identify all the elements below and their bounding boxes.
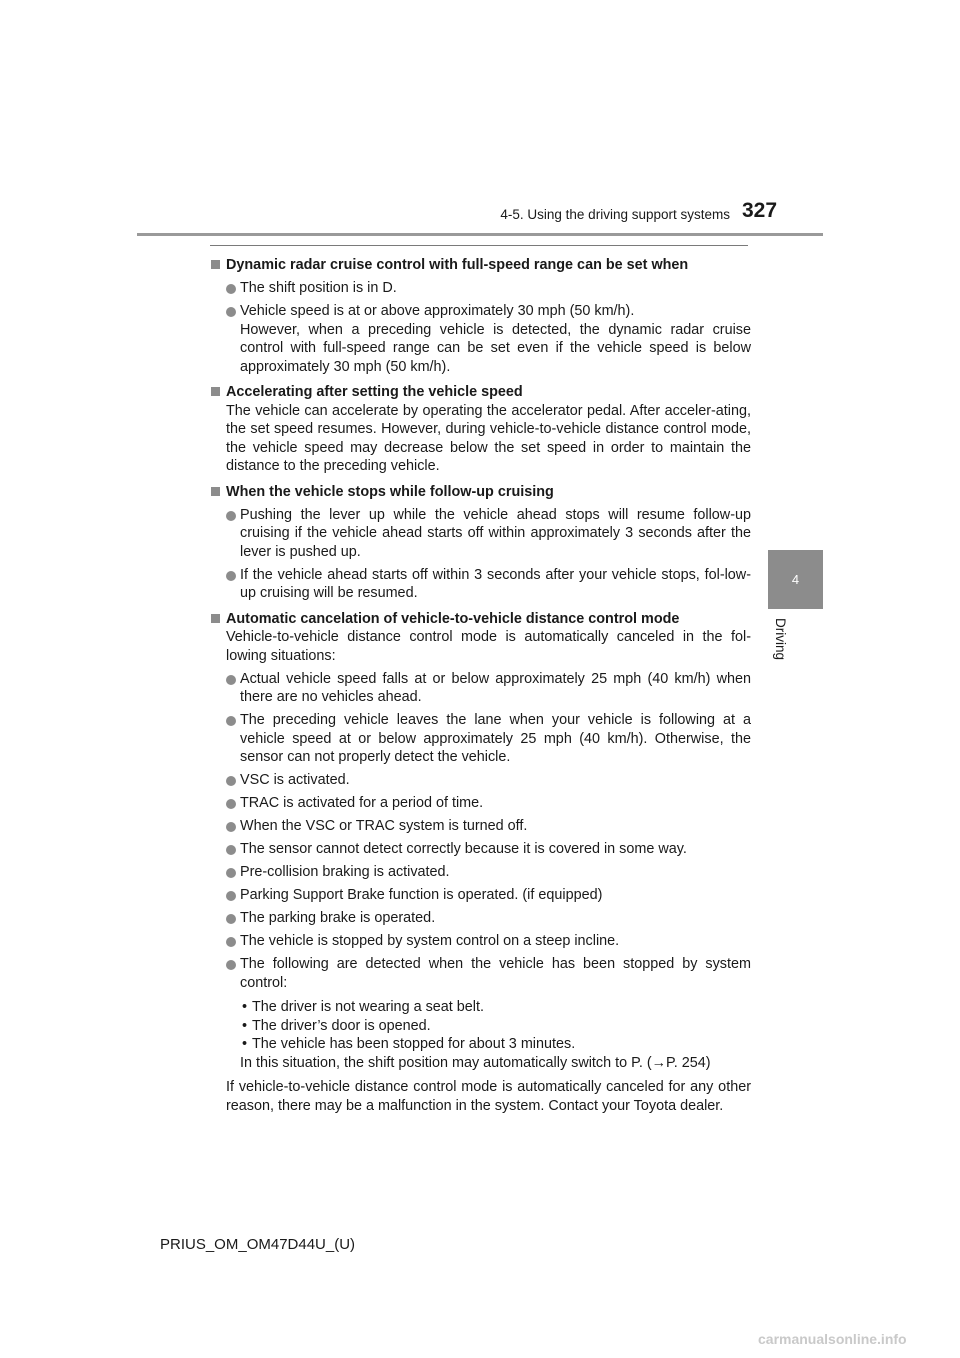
list-item-text: Vehicle speed is at or above approximately 30 mph (50 km/h).: [240, 303, 635, 319]
circle-bullet-icon: [226, 716, 236, 726]
list-item-text: The parking brake is operated.: [240, 910, 436, 926]
list-item-text: Actual vehicle speed falls at or below approximately 25 mph (40 km/h) when there are no vehicles ahead.: [240, 670, 751, 705]
sub-list-item-text: The driver’s door is opened.: [252, 1017, 431, 1034]
list-item-text: However, when a preceding vehicle is detected, the dynamic radar cruise control with full-speed range can be set even if the vehicle speed is below approximately 30 mph (50 km/h).: [240, 321, 751, 375]
watermark: carmanualsonline.info: [758, 1331, 907, 1347]
circle-bullet-icon: [226, 571, 236, 581]
list-item-text: The vehicle is stopped by system control on a steep incline.: [240, 933, 620, 949]
list-item: [211, 711, 751, 767]
list-item: [211, 863, 751, 882]
list-item-text: The shift position is in D.: [240, 280, 397, 296]
list-item: [211, 566, 751, 603]
circle-bullet-icon: [226, 845, 236, 855]
section-heading: [211, 383, 751, 402]
page-number: 327: [742, 199, 778, 222]
list-item-text: Parking Support Brake function is operated. (if equipped): [240, 887, 603, 903]
list-item-text: When the VSC or TRAC system is turned off.: [240, 818, 528, 834]
circle-bullet-icon: [226, 307, 236, 317]
list-item: [211, 771, 751, 790]
paragraph: The vehicle can accelerate by operating the accelerator pedal. After acceler-ating, the set speed resumes. However, during vehicle-to-vehicle distance control mode, the vehicle speed may decrease below the set speed in order to maintain the distance to the preceding vehicle.: [226, 402, 751, 474]
list-item-text: If the vehicle ahead starts off within 3 seconds after your vehicle stops, fol-low-up cruising will be resumed.: [240, 566, 751, 601]
header-rule: [137, 233, 823, 236]
section-heading: [211, 483, 751, 502]
list-item-text: The preceding vehicle leaves the lane when your vehicle is following at a vehicle speed at or below approximately 25 mph (40 km/h). Otherwise, the sensor can not properly detect the vehicle.: [240, 712, 751, 765]
sub-list-item: [240, 1035, 751, 1054]
sub-list-item-text: The vehicle has been stopped for about 3 minutes.: [252, 1036, 576, 1052]
list-item-text: TRAC is activated for a period of time.: [240, 795, 484, 811]
sub-list-item: [240, 1017, 751, 1036]
list-item-text: The following are detected when the vehicle has been stopped by system control:: [240, 956, 751, 991]
section-title: 4-5. Using the driving support systems: [500, 207, 730, 222]
circle-bullet-icon: [226, 891, 236, 901]
circle-bullet-icon: [226, 937, 236, 947]
small-dot-icon: •: [242, 1017, 248, 1034]
circle-bullet-icon: [226, 511, 236, 521]
circle-bullet-icon: [226, 914, 236, 924]
list-item: [211, 794, 751, 813]
chapter-tab: 4: [768, 550, 823, 609]
page-content: [211, 256, 751, 1115]
list-item: [211, 279, 751, 298]
list-item: [211, 886, 751, 905]
list-item: [211, 670, 751, 707]
note-text: In this situation, the shift position may automatically switch to P. (→P. 254): [240, 1054, 711, 1071]
list-item: [211, 302, 751, 376]
small-dot-icon: •: [242, 1036, 248, 1052]
list-item: [211, 817, 751, 836]
circle-bullet-icon: [226, 776, 236, 786]
circle-bullet-icon: [226, 822, 236, 832]
sub-list-item: [240, 998, 751, 1017]
circle-bullet-icon: [226, 675, 236, 685]
heading-text: Accelerating after setting the vehicle speed: [226, 384, 523, 400]
circle-bullet-icon: [226, 960, 236, 970]
section-heading: [211, 256, 751, 275]
list-item-text: Pushing the lever up while the vehicle ahead stops will resume follow-up cruising if the vehicle ahead starts off within approximately 3 seconds after the lever is pushed up.: [240, 506, 751, 560]
circle-bullet-icon: [226, 284, 236, 294]
circle-bullet-icon: [226, 799, 236, 809]
list-item: [211, 506, 751, 562]
square-bullet-icon: [211, 487, 220, 496]
list-item: [211, 840, 751, 859]
chapter-label: Driving: [773, 618, 788, 661]
square-bullet-icon: [211, 614, 220, 623]
heading-text: When the vehicle stops while follow-up cruising: [226, 483, 554, 500]
sub-list: [211, 998, 751, 1054]
document-code: PRIUS_OM_OM47D44U_(U): [160, 1236, 356, 1253]
list-item: [211, 955, 751, 992]
section-heading: [211, 610, 751, 629]
square-bullet-icon: [211, 260, 220, 269]
heading-text: Dynamic radar cruise control with full-speed range can be set when: [226, 257, 689, 273]
circle-bullet-icon: [226, 868, 236, 878]
sub-list-item-text: The driver is not wearing a seat belt.: [252, 999, 484, 1015]
square-bullet-icon: [211, 387, 220, 396]
list-item: [211, 909, 751, 928]
list-item-text: The sensor cannot detect correctly because it is covered in some way.: [240, 841, 687, 857]
list-item-text: Pre-collision braking is activated.: [240, 864, 450, 880]
small-dot-icon: •: [242, 999, 248, 1015]
heading-text: Automatic cancelation of vehicle-to-vehicle distance control mode: [226, 610, 680, 627]
list-item: [211, 932, 751, 951]
list-item-text: VSC is activated.: [240, 772, 350, 788]
paragraph: If vehicle-to-vehicle distance control mode is automatically canceled for any other reason, there may be a malfunction in the system. Contact your Toyota dealer.: [226, 1079, 751, 1114]
paragraph: Vehicle-to-vehicle distance control mode is automatically canceled in the fol-lowing situations:: [226, 629, 751, 664]
content-top-rule: [210, 245, 748, 246]
